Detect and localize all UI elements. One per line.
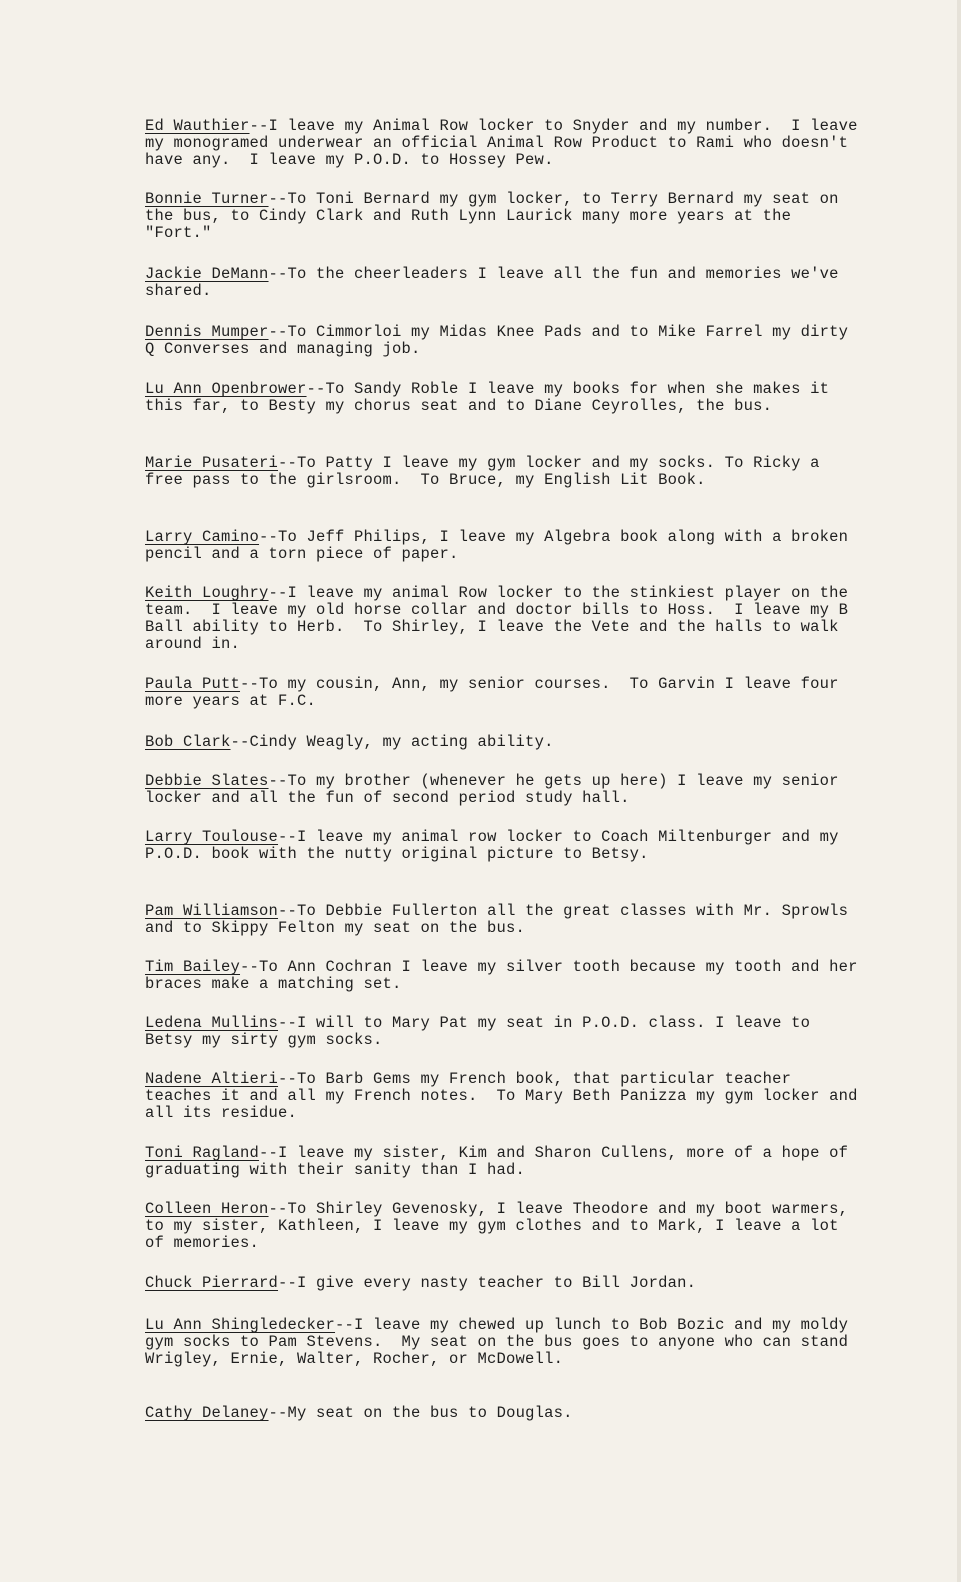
entry-name: Cathy Delaney — [145, 1404, 269, 1422]
will-entry — [145, 829, 865, 863]
entry-name: Dennis Mumper — [145, 323, 269, 341]
will-entry — [145, 1317, 865, 1368]
entry-name: Nadene Altieri — [145, 1070, 279, 1088]
entry-name: Marie Pusateri — [145, 454, 279, 472]
will-entry — [145, 1070, 868, 1122]
will-entry — [145, 381, 865, 415]
entry-text: --To Sandy Roble I leave my books for when she makes it this far, to Besty my chorus seat and to Diane Ceyrolles, the bus. — [145, 380, 839, 415]
will-entry — [145, 117, 868, 169]
page-edge — [957, 0, 961, 1582]
entry-text: --I leave my chewed up lunch to Bob Bozic and my moldy gym socks to Pam Stevens. My seat on the bus goes to anyone who can stand Wrigley, Ernie, Walter, Rocher, or McDowell. — [145, 1316, 858, 1368]
will-entry — [145, 1201, 865, 1252]
entry-text: --Cindy Weagly, my acting ability. — [230, 733, 554, 751]
entry-name: Jackie DeMann — [145, 265, 269, 283]
entry-name: Paula Putt — [145, 675, 241, 693]
entry-name: Lu Ann Shingledecker — [145, 1316, 336, 1334]
will-entry — [145, 266, 865, 300]
entry-name: Larry Toulouse — [145, 828, 279, 846]
will-entry — [145, 324, 865, 358]
entry-name: Tim Bailey — [145, 958, 241, 976]
entry-name: Chuck Pierrard — [145, 1274, 279, 1292]
entry-text: --I leave my animal row locker to Coach Miltenburger and my P.O.D. book with the nutty original picture to Betsy. — [145, 828, 849, 863]
entry-text: --To Jeff Philips, I leave my Algebra book along with a broken pencil and a torn piece of paper. — [145, 528, 858, 563]
entry-name: Bob Clark — [145, 733, 231, 751]
entry-text: --I leave my animal Row locker to the stinkiest player on the team. I leave my old horse collar and doctor bills to Hoss. I leave my B Ball ability to Herb. To Shirley, I leave the Vete and the halls to walk around in. — [145, 584, 858, 653]
will-entry — [145, 1145, 865, 1179]
will-entry — [145, 191, 865, 242]
will-entry — [145, 773, 865, 807]
entry-text: --To the cheerleaders I leave all the fun and memories we've shared. — [145, 265, 849, 300]
will-entry — [145, 1275, 865, 1292]
entry-text: --I leave my Animal Row locker to Snyder and my number. I leave my monogramed underwear an official Animal Row Product to Rami who doesn't have any. I leave my P.O.D. to Hossey Pew. — [145, 117, 868, 169]
entry-text: --To Shirley Gevenosky, I leave Theodore and my boot warmers, to my sister, Kathleen, I leave my gym clothes and to Mark, I leave a lot of memories. — [145, 1200, 858, 1252]
entry-text: --To Patty I leave my gym locker and my socks. To Ricky a free pass to the girlsroom. To Bruce, my English Lit Book. — [145, 454, 830, 489]
entry-text: --To Debbie Fullerton all the great classes with Mr. Sprowls and to Skippy Felton my seat on the bus. — [145, 902, 858, 937]
will-entry — [145, 455, 865, 489]
entry-text: --I leave my sister, Kim and Sharon Cullens, more of a hope of graduating with their sanity than I had. — [145, 1144, 858, 1179]
entry-name: Toni Ragland — [145, 1144, 260, 1162]
entry-text: --To Cimmorloi my Midas Knee Pads and to Mike Farrel my dirty Q Converses and managing job. — [145, 323, 858, 358]
entry-text: --I will to Mary Pat my seat in P.O.D. class. I leave to Betsy my sirty gym socks. — [145, 1014, 820, 1049]
entry-name: Bonnie Turner — [145, 190, 269, 208]
entry-name: Ed Wauthier — [145, 117, 250, 135]
will-entry — [145, 903, 865, 937]
entry-name: Keith Loughry — [145, 584, 269, 602]
entry-name: Debbie Slates — [145, 772, 269, 790]
will-entry — [145, 585, 865, 653]
entry-text: --I give every nasty teacher to Bill Jordan. — [278, 1274, 697, 1292]
entry-name: Ledena Mullins — [145, 1014, 279, 1032]
will-entry — [145, 1015, 865, 1049]
will-entry — [145, 529, 865, 563]
entry-text: --To Barb Gems my French book, that particular teacher teaches it and all my French notes. To Mary Beth Panizza my gym locker and all its residue. — [145, 1070, 868, 1122]
entry-name: Pam Williamson — [145, 902, 279, 920]
will-entry — [145, 676, 865, 710]
will-entry — [145, 1405, 865, 1422]
entry-name: Larry Camino — [145, 528, 260, 546]
entry-text: --To my cousin, Ann, my senior courses. To Garvin I leave four more years at F.C. — [145, 675, 849, 710]
entry-name: Colleen Heron — [145, 1200, 269, 1218]
entry-text: --My seat on the bus to Douglas. — [268, 1404, 573, 1422]
will-entry — [145, 958, 868, 993]
entry-text: --To Ann Cochran I leave my silver tooth because my tooth and her braces make a matching set. — [145, 958, 868, 993]
entry-text: --To my brother (whenever he gets up here) I leave my senior locker and all the fun of second period study hall. — [145, 772, 849, 807]
will-entry — [145, 734, 865, 751]
entry-name: Lu Ann Openbrower — [145, 380, 307, 398]
entry-text: --To Toni Bernard my gym locker, to Terry Bernard my seat on the bus, to Cindy Clark and Ruth Lynn Laurick many more years at the "Fort." — [145, 190, 849, 242]
